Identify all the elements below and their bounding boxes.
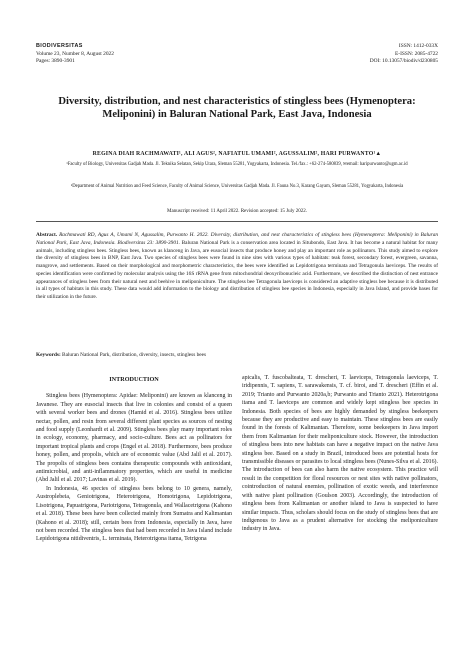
introduction-column-left xyxy=(36,376,232,544)
eissn: E-ISSN: 2085-4722 xyxy=(395,50,438,57)
keywords-text: Baluran National Park, distribution, diversity, insects, stingless bees xyxy=(62,352,207,358)
manuscript-dates: Manuscript received: 11 April 2022. Revision accepted: 15 July 2022. xyxy=(167,209,307,214)
paper-title: Diversity, distribution, and nest characteristics of stingless bees (Hymenoptera: Meliponini) in Baluran National Park, East Java, Indonesia xyxy=(58,96,416,120)
intro-paragraph-3: apicalis, T. fuscobalteata, T. drescheri, T. laeviceps, Tetragonula laeviceps, T. iridipennis, T. sapiens, T. sarawakensis, T. cf. biroi, and T. drescheri (Effin et al. 2019; Trianto and Purwanto 2020a,b; Purwanto and Trianto 2021). Heterotrigona itama and T. laeviceps are common and widely kept stingless bee species in Indonesia. Both species of bees are highly demanded by stingless beekeepers because they are productive and easy to maintain. These stingless bees are easily found in the forests of Kalimantan. Therefore, some beekeepers in Java import them from Kalimantan for their meliponiculture stock. However, the introduction of stingless bees into new habitats can have a negative impact on the native Java stingless bee. Based on a study in Brazil, introduced bees are potential hosts for transmissible diseases or parasites to local stingless bees (Nunes-Silva et al. 2016). The introduction of bees can also harm the native ecosystem. This practice will result in the competition for floral resources or nest sites with native pollinators, cointroduction of natural enemies, pollination of exotic weeds, and interference with native plant pollination (Goulson 2003). Accordingly, the introduction of stingless bees from Kalimantan or another island to Java is suspected to have similar impacts. Thus, scholars should focus on the study of stingless bees that are indigenous to Java as a prudent alternative for stocking the meliponiculture industry in Java. xyxy=(242,375,438,533)
journal-header-right xyxy=(370,43,438,66)
author-list: REGINA DIAH RACHMAWATI¹, ALI AGUS², NAFIATUL UMAMI², AGUSSALIM², HARI PURWANTO¹▲ xyxy=(92,151,382,157)
abstract xyxy=(36,232,438,302)
introduction-heading: INTRODUCTION xyxy=(109,376,159,383)
issn: ISSN: 1412-033X xyxy=(398,43,438,49)
doi: DOI: 10.13057/biodiv/d230805 xyxy=(369,58,438,65)
journal-pages: Pages: 3890-3901 xyxy=(36,58,75,65)
affiliation-2: ²Department of Animal Nutrition and Feed Science, Faculty of Animal Science, Universitas Gadjah Mada. Jl. Fauna No.3, Karang Gayam, Sleman 55281, Yogyakarta, Indonesia xyxy=(70,184,404,189)
abstract-citation: Rachmawati RD, Agus A, Umami N, Agussalim, Purwanto H. 2022. Diversity, distribution, and nest characteristics of stingless bees (Hymenoptera: Meliponini) in Baluran National Park, East Java, Indonesia. Biodiversitas 23: 3890-3901. xyxy=(36,232,438,246)
intro-paragraph-1: Stingless bees (Hymenoptera: Apidae: Meliponini) are known as klanceng in Javanese. They are eusocial insects that live in colonies and consist of a queen with several worker bees and drones (Hamid et al. 2016). Stingless bees utilize nectar, pollen, and resin from several different plant species as sources of nesting and food supply (Leonhardt et al. 2009). Stingless bees play many important roles in ecology, economy, pharmacy, and socio-culture. Bees act as pollinators for important tropical plants and crops (Engel et al. 2018). Furthermore, bees produce honey, pollen, and propolis, which are of economic value (Abd Jalil et al. 2017). The propolis of stingless bees contains therapeutic compounds with antioxidant, antimicrobial, and anti-inflammatory properties, which are useful in medicine (Abd Jalil et al. 2017; Lavinas et al. 2019). xyxy=(36,393,232,484)
keywords-label: Keywords: xyxy=(36,352,61,358)
affiliation-1: ¹Faculty of Biology, Universitas Gadjah Mada. Jl. Teknika Selatan, Sekip Utara, Sleman 55281, Yogyakarta, Indonesia. Tel./fax.: +62-274-580839, ✉email: haripurwanto@ugm.ac.id xyxy=(66,162,408,167)
intro-paragraph-2: In Indonesia, 46 species of stingless bees belong to 10 genera, namely, Austroplebeia, Geniotrigona, Heterotrigona, Homotrigona, Lepidotrigona, Lisotrigona, Papuatrigona, Pariotrigona, Tetragonula, and Wallacetrigona (Kahono et al. 2018). These bees have been collected mainly from Sumatra and Kalimantan (Kahono et al. 2018); still, certain bees from Indonesia, especially in Java, have not been recorded. The stingless bees that had been recorded in Java Island include Lepidotrigona nitidiventris, L. terminata, Heterotrigona itama, Tetrigona xyxy=(36,485,232,543)
introduction-column-right xyxy=(242,374,438,534)
journal-name: BIODIVERSITAS xyxy=(36,43,83,49)
header-divider xyxy=(36,221,438,222)
keywords xyxy=(36,352,438,359)
journal-header-left xyxy=(36,43,114,66)
journal-volume: Volume 23, Number 8, August 2022 xyxy=(36,50,114,57)
abstract-body: Baluran National Park is a conservation area located in Situbondo, East Java. It has become a natural habitat for many animals, including stingless bees. Stingless bees, known as klanceng in Java, are eusocial insects that produce honey and play an important role as pollinators. This study aimed to explore the diversity of stingless bees in BNP, East Java. Two species of stingless bees were found in nine sites with various types of habitats: teak forest, secondary forest, evergreen, savanna, mangrove, and settlements. Based on their morphological and morphometric characteristics, the bees were identified as Lepidotrigona terminata and Tetragonula laeviceps. The results of species identification were confirmed by molecular analysis using the 16S rRNA gene from mitochondrial deoxyribonucleic acid. Furthermore, we described the distinction of nest entrance appearances of stingless bees from their natural nest and beehive in meliponiculture. The stingless bee Tetragonula laeviceps is considered an adaptive stingless bee because it is distributed in all types of habitats in this study. These data would add information to the biology and distribution of stingless bee species in Indonesia, especially in Java Island, and provide bases for their utilization in the future. xyxy=(36,239,438,300)
abstract-label: Abstract. xyxy=(36,232,58,238)
